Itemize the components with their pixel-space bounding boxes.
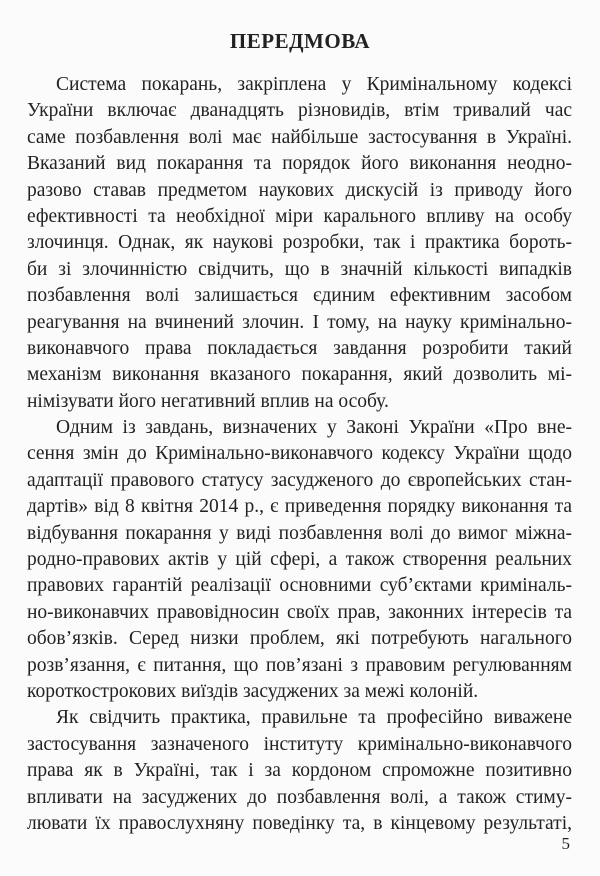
text-line: застосування зазначеного інституту кримінально-виконавчого [27, 733, 572, 755]
page-title: ПЕРЕДМОВА [229, 29, 371, 53]
text-line: злочинця. Однак, як наукові розробки, так і практика бороть- [27, 232, 572, 254]
text-line: впливати на засуджених до позбавлення волі, а також стиму- [27, 786, 572, 808]
text-line: дартів» від 8 квітня 2014 р., є приведення порядку виконання та [27, 496, 572, 518]
text-line: права як в Україні, так і за кордоном спроможне позитивно [27, 760, 572, 782]
text-line: сення змін до Кримінально-виконавчого кодексу України щодо [27, 443, 572, 465]
text-line: виконавчого права покладається завдання розробити такий [27, 337, 572, 359]
text-line: родно-правових актів у цій сфері, а також створення реальних [27, 549, 572, 571]
text-line: би зі злочинністю свідчить, що в значній кількості випадків [27, 258, 572, 280]
text-line: України включає дванадцять різновидів, втім тривалий час [27, 100, 572, 122]
text-line: адаптації правового статусу засудженого до європейських стан- [27, 469, 572, 491]
text-line: Як свідчить практика, правильне та професійно виважене [56, 707, 572, 729]
text-line: обов’язків. Серед низки проблем, які потребують нагального [27, 628, 572, 650]
text-line: разово ставав предметом наукових дискусій із приводу його [27, 179, 572, 201]
text-line: розв’язання, є питання, що пов’язані з правовим регулюванням [27, 654, 572, 676]
text-line: короткострокових виїздів засуджених за межі колоній. [27, 680, 479, 702]
text-line: позбавлення волі залишається єдиним ефективним засобом [27, 285, 572, 307]
body-text [27, 72, 572, 837]
text-line: механізм виконання вказаного покарання, який дозволить мі- [27, 364, 572, 386]
text-line: відбування покарання у виді позбавлення волі до вимог міжна- [27, 522, 572, 544]
text-line: саме позбавлення волі має найбільше застосування в Україні. [27, 126, 572, 148]
text-line: реагування на вчинений злочин. І тому, на науку кримінально- [27, 311, 572, 333]
text-line: правових гарантій реалізації основними суб’єктами криміналь- [27, 575, 572, 597]
text-line: но-виконавчих правовідносин своїх прав, законних інтересів та [27, 601, 572, 623]
text-line: лювати їх правослухняну поведінку та, в кінцевому результаті, [27, 812, 572, 834]
text-line: Система покарань, закріплена у Кримінальному кодексі [56, 74, 572, 95]
text-line: Одним із завдань, визначених у Законі України «Про вне- [56, 417, 572, 439]
text-line: німізувати його негативний вплив на особу. [27, 390, 389, 412]
page-number: 5 [561, 834, 570, 853]
text-line: Вказаний вид покарання та порядок його виконання неодно- [27, 153, 572, 175]
text-line: ефективності та необхідної міри карального впливу на особу [27, 205, 572, 227]
